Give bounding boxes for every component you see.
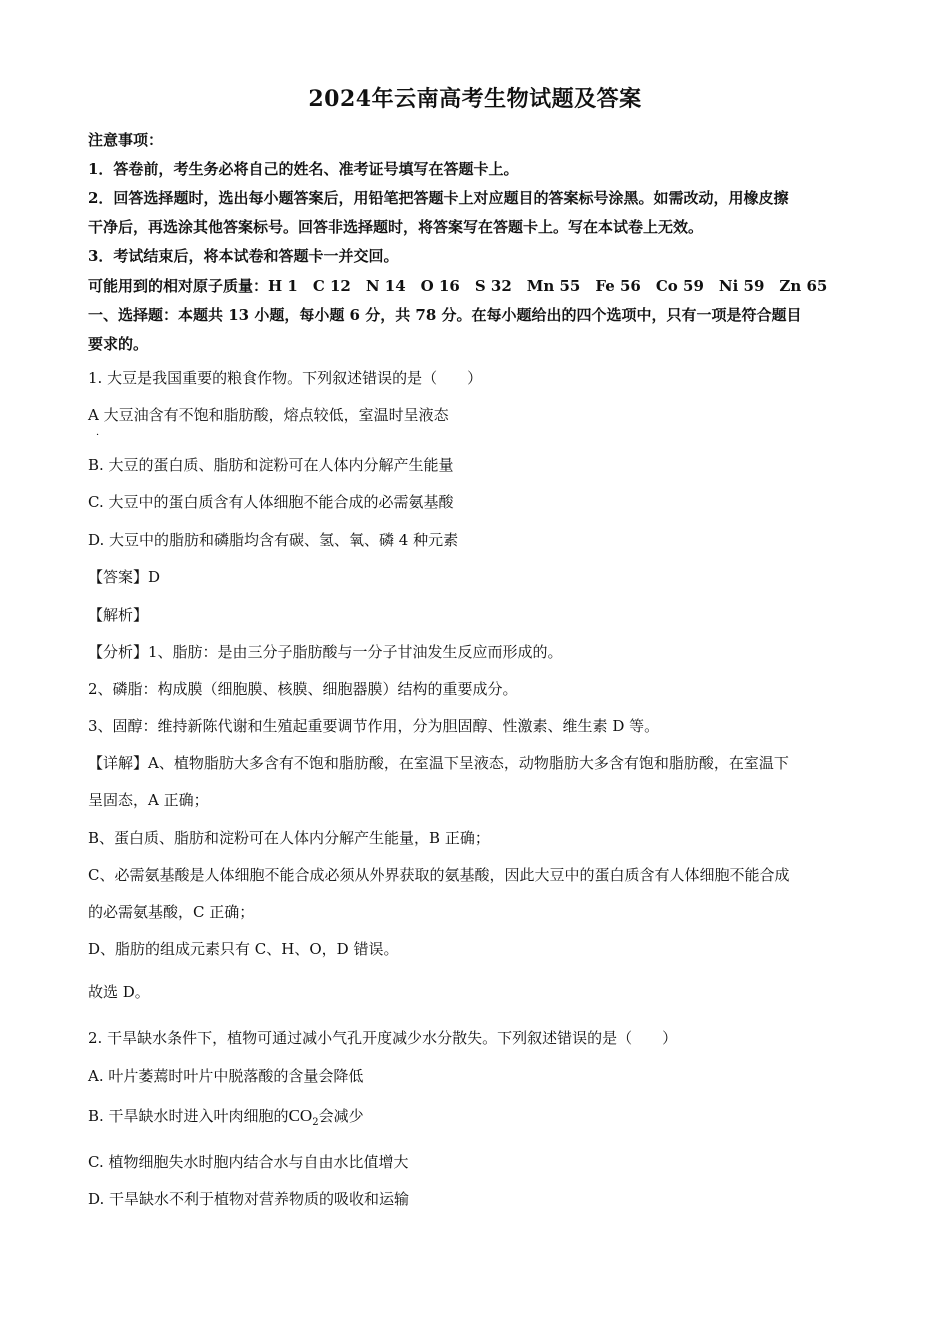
q1-conclusion: 故选 D。 <box>88 983 150 1001</box>
q1-answer: 【答案】D <box>88 568 161 586</box>
q1-xiangjie-5: 的必需氨基酸，C 正确； <box>88 903 255 921</box>
q1-option-b: B. 大豆的蛋白质、脂肪和淀粉可在人体内分解产生能量 <box>88 456 454 474</box>
q1-fenxi-3: 3、固醇：维持新陈代谢和生殖起重要调节作用，分为胆固醇、性激素、维生素 D 等。 <box>88 717 660 735</box>
q1-xiangjie-3: B、蛋白质、脂肪和淀粉可在人体内分解产生能量，B 正确； <box>88 829 490 847</box>
q1-xiangjie-6: D、脂肪的组成元素只有 C、H、O，D 错误。 <box>88 940 399 958</box>
notice-item-3: 3．考试结束后，将本试卷和答题卡一并交回。 <box>88 247 399 265</box>
q1-option-a: A 大豆油含有不饱和脂肪酸，熔点较低，室温时呈液态 <box>88 406 449 424</box>
q1-stem: 1. 大豆是我国重要的粮食作物。下列叙述错误的是（ ） <box>88 369 483 387</box>
q1-xiangjie-4: C、必需氨基酸是人体细胞不能合成必须从外界获取的氨基酸，因此大豆中的蛋白质含有人体细胞不能合成 <box>88 866 790 884</box>
q1-xiangjie-1: 【详解】A、植物脂肪大多含有不饱和脂肪酸，在室温下呈液态，动物脂肪大多含有饱和脂肪酸，在室温下 <box>88 754 789 772</box>
q1-option-d: D. 大豆中的脂肪和磷脂均含有碳、氢、氧、磷 4 种元素 <box>88 531 459 549</box>
section-heading-line1: 一、选择题：本题共 13 小题，每小题 6 分，共 78 分。在每小题给出的四个选项中，只有一项是符合题目 <box>88 306 802 324</box>
q1-fenxi-1: 【分析】1、脂肪：是由三分子脂肪酸与一分子甘油发生反应而形成的。 <box>88 643 563 661</box>
page-title: 2024年云南高考生物试题及答案 <box>308 86 642 112</box>
notice-item-2-cont: 干净后，再选涂其他答案标号。回答非选择题时，将答案写在答题卡上。写在本试卷上无效。 <box>88 218 704 236</box>
co2-formula: CO <box>288 1106 313 1125</box>
q2-stem: 2. 干旱缺水条件下，植物可通过减小气孔开度减少水分散失。下列叙述错误的是（ ） <box>88 1029 678 1047</box>
q2-option-d: D. 干旱缺水不利于植物对营养物质的吸收和运输 <box>88 1190 410 1208</box>
q2-option-b-tail: 会减少 <box>318 1107 364 1125</box>
notice-item-1: 1．答卷前，考生务必将自己的姓名、准考证号填写在答题卡上。 <box>88 160 519 178</box>
q1-option-c: C. 大豆中的蛋白质含有人体细胞不能合成的必需氨基酸 <box>88 493 454 511</box>
notice-heading: 注意事项： <box>88 131 164 149</box>
q2-option-b <box>88 1106 878 1133</box>
q1-analysis-label: 【解析】 <box>88 606 149 624</box>
section-heading-line2: 要求的。 <box>88 335 149 353</box>
q2-option-b-text: B. 干旱缺水时进入叶肉细胞的 <box>88 1107 289 1125</box>
notice-item-2: 2．回答选择题时，选出每小题答案后，用铅笔把答题卡上对应题目的答案标号涂黑。如需改动，用橡皮擦 <box>88 189 789 207</box>
q1-fenxi-2: 2、磷脂：构成膜（细胞膜、核膜、细胞器膜）结构的重要成分。 <box>88 680 518 698</box>
q1-xiangjie-2: 呈固态，A 正确； <box>88 791 209 809</box>
atomic-mass-line: 可能用到的相对原子质量：H 1 C 12 N 14 O 16 S 32 Mn 55 Fe 56 Co 59 Ni 59 Zn 65 <box>88 277 828 295</box>
q2-option-c: C. 植物细胞失水时胞内结合水与自由水比值增大 <box>88 1153 409 1171</box>
co2-subscript: 2 <box>312 1117 319 1128</box>
q1-option-a-dot: ． <box>96 427 106 438</box>
q2-option-a: A. 叶片萎蔫时叶片中脱落酸的含量会降低 <box>88 1067 364 1085</box>
